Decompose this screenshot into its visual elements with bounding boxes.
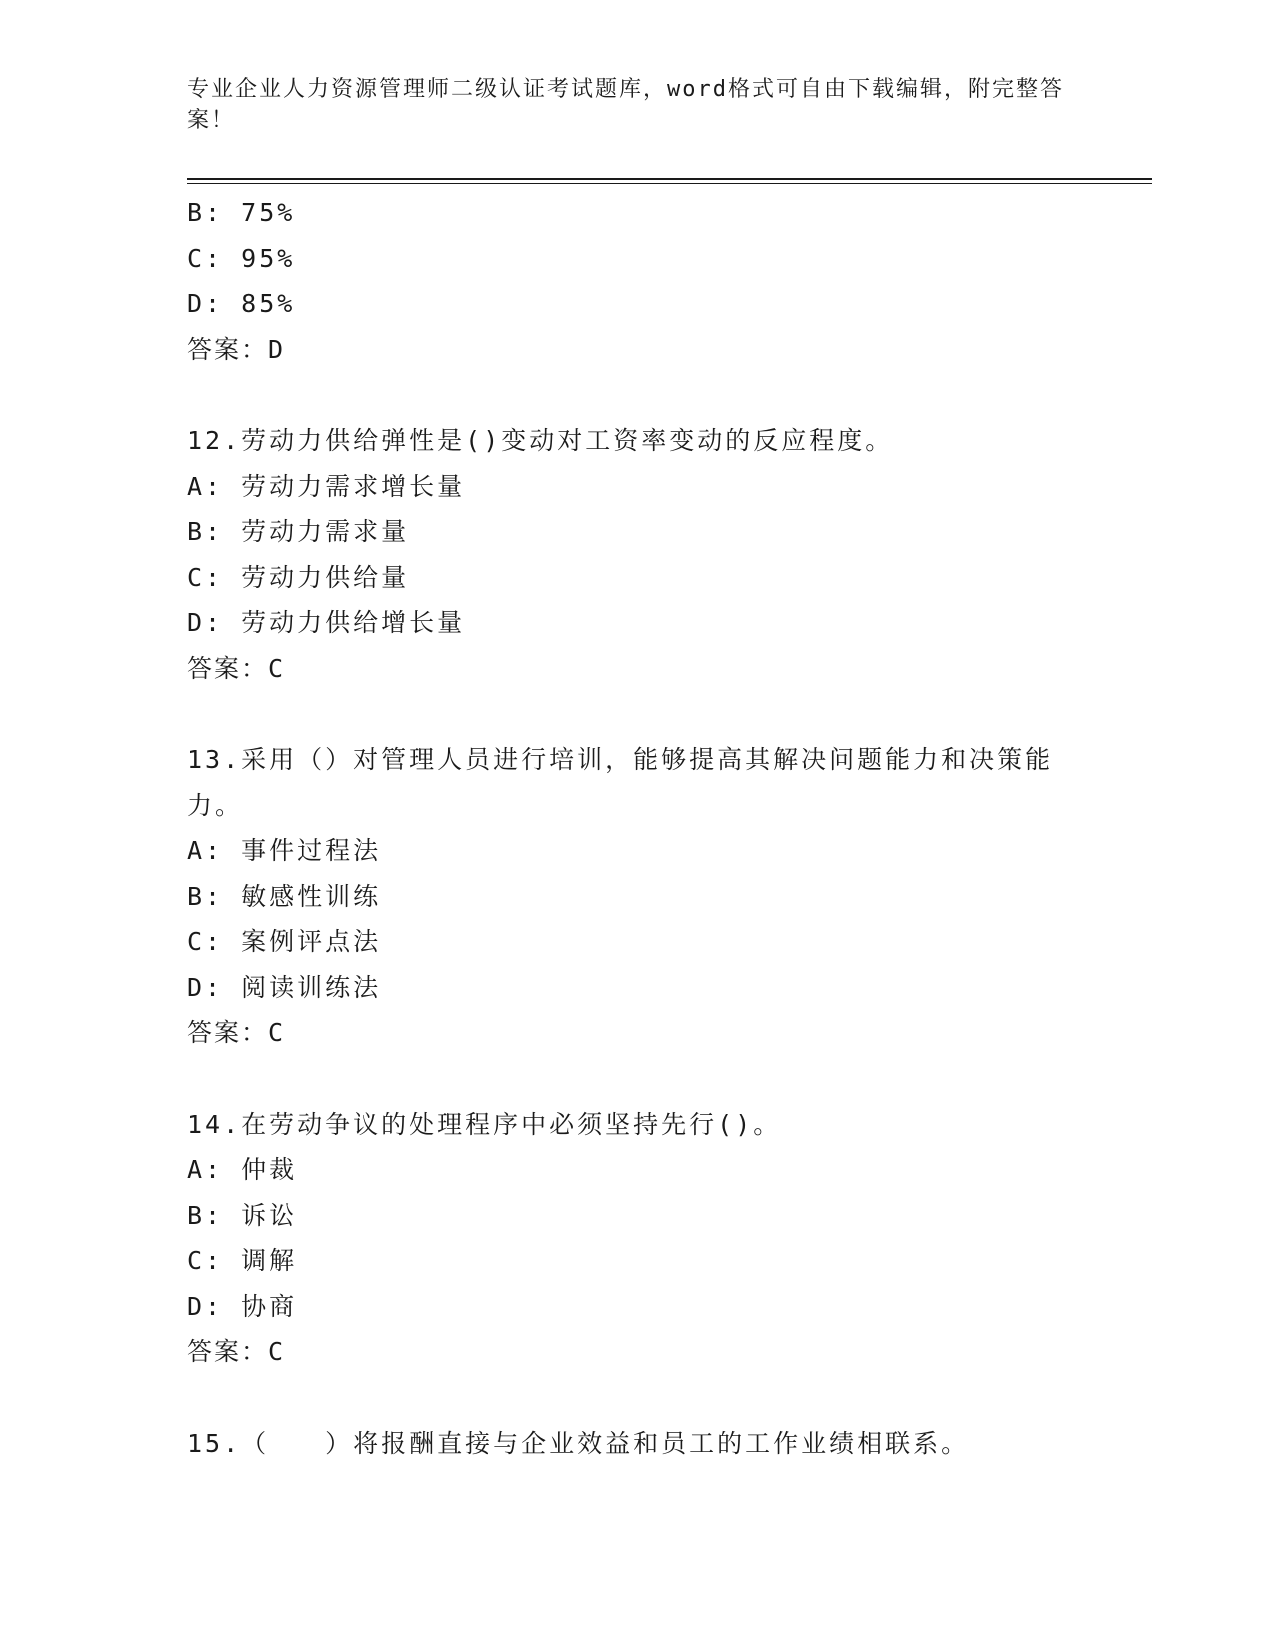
option-c: C: 95% bbox=[187, 243, 296, 273]
question-title: 12.劳动力供给弹性是()变动对工资率变动的反应程度。 bbox=[187, 426, 894, 455]
option-b: B: 诉讼 bbox=[187, 1200, 298, 1230]
option-a: A: 劳动力需求增长量 bbox=[187, 471, 466, 501]
option-d: D: 85% bbox=[187, 289, 296, 318]
spacer bbox=[187, 372, 1067, 418]
question-12 bbox=[187, 418, 1067, 691]
question-title: 14.在劳动争议的处理程序中必须坚持先行()。 bbox=[187, 1109, 782, 1139]
option-a: A: 仲裁 bbox=[187, 1155, 298, 1184]
option-d: D: 劳动力供给增长量 bbox=[187, 608, 466, 637]
option-c: C: 调解 bbox=[187, 1246, 298, 1275]
option-b: B: 敏感性训练 bbox=[187, 881, 382, 911]
question-11 bbox=[187, 190, 1067, 372]
question-15 bbox=[187, 1421, 1067, 1467]
option-b: B: 劳动力需求量 bbox=[187, 517, 410, 546]
option-c: C: 劳动力供给量 bbox=[187, 562, 410, 592]
header-divider-thin bbox=[187, 183, 1152, 184]
question-14 bbox=[187, 1102, 1067, 1375]
answer: 答案：C bbox=[187, 1018, 286, 1047]
question-title: 15.（ ）将报酬直接与企业效益和员工的工作业绩相联系。 bbox=[187, 1428, 970, 1458]
document-header: 专业企业人力资源管理师二级认证考试题库，word格式可自由下载编辑，附完整答案！ bbox=[187, 77, 1064, 133]
option-c: C: 案例评点法 bbox=[187, 927, 382, 956]
spacer bbox=[187, 1056, 1067, 1102]
spacer bbox=[187, 691, 1067, 737]
header-divider-thick bbox=[187, 178, 1152, 180]
option-a: A: 事件过程法 bbox=[187, 836, 382, 865]
question-content bbox=[187, 190, 1067, 1466]
option-d: D: 协商 bbox=[187, 1291, 298, 1321]
answer: 答案：D bbox=[187, 334, 286, 364]
option-b: B: 75% bbox=[187, 198, 296, 227]
answer: 答案：C bbox=[187, 1337, 286, 1366]
option-d: D: 阅读训练法 bbox=[187, 972, 382, 1002]
question-13 bbox=[187, 737, 1067, 1056]
answer: 答案：C bbox=[187, 653, 286, 683]
question-title: 13.采用（）对管理人员进行培训，能够提高其解决问题能力和决策能力。 bbox=[187, 745, 1054, 820]
spacer bbox=[187, 1375, 1067, 1421]
